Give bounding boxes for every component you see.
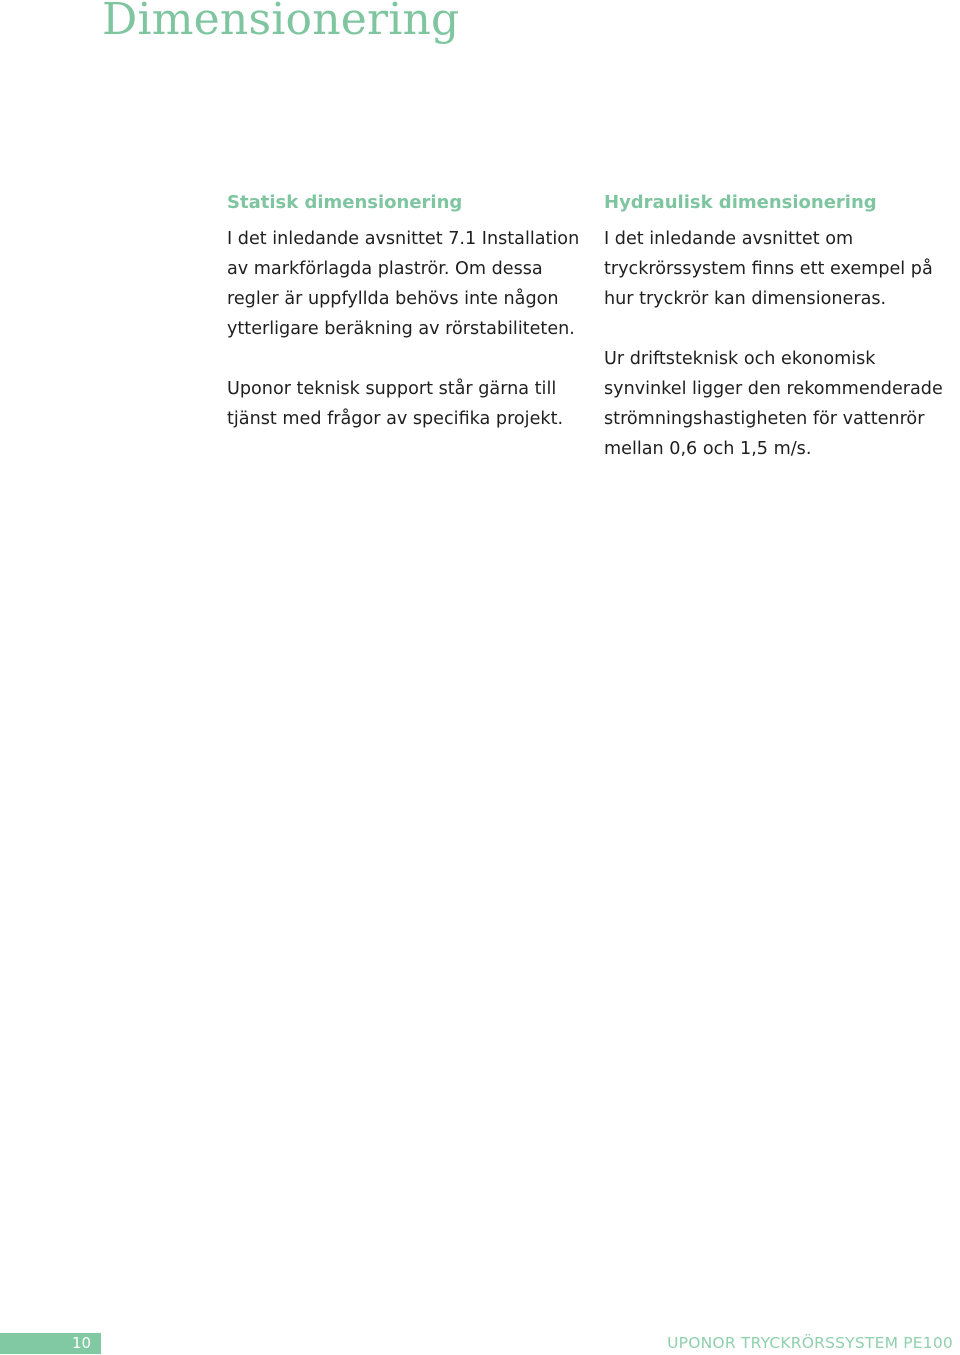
page-title: Dimensionering [102, 0, 460, 45]
section-paragraph: I det inledande avsnittet om tryckrörssystem finns ett exempel på hur tryckrör kan dimensioneras. [604, 229, 933, 309]
running-footer-title: UPONOR TRYCKRÖRSSYSTEM PE100 [667, 1334, 953, 1352]
section-heading: Hydraulisk dimensionering [604, 192, 877, 213]
section-heading: Statisk dimensionering [227, 192, 463, 213]
section-statisk-dimensionering [227, 190, 587, 464]
section-hydraulisk-dimensionering [604, 190, 956, 494]
page-number: 10 [72, 1334, 92, 1352]
section-paragraph: I det inledande avsnittet 7.1 Installation av markförlagda plaströr. Om dessa regler är uppfyllda behövs inte någon ytterligare beräkning av rörstabiliteten. [227, 229, 580, 339]
section-paragraph: Uponor teknisk support står gärna till tjänst med frågor av specifika projekt. [227, 379, 564, 429]
section-paragraph: Ur driftsteknisk och ekonomisk synvinkel ligger den rekommenderade strömningshastigheten för vattenrör mellan 0,6 och 1,5 m/s. [604, 349, 943, 459]
